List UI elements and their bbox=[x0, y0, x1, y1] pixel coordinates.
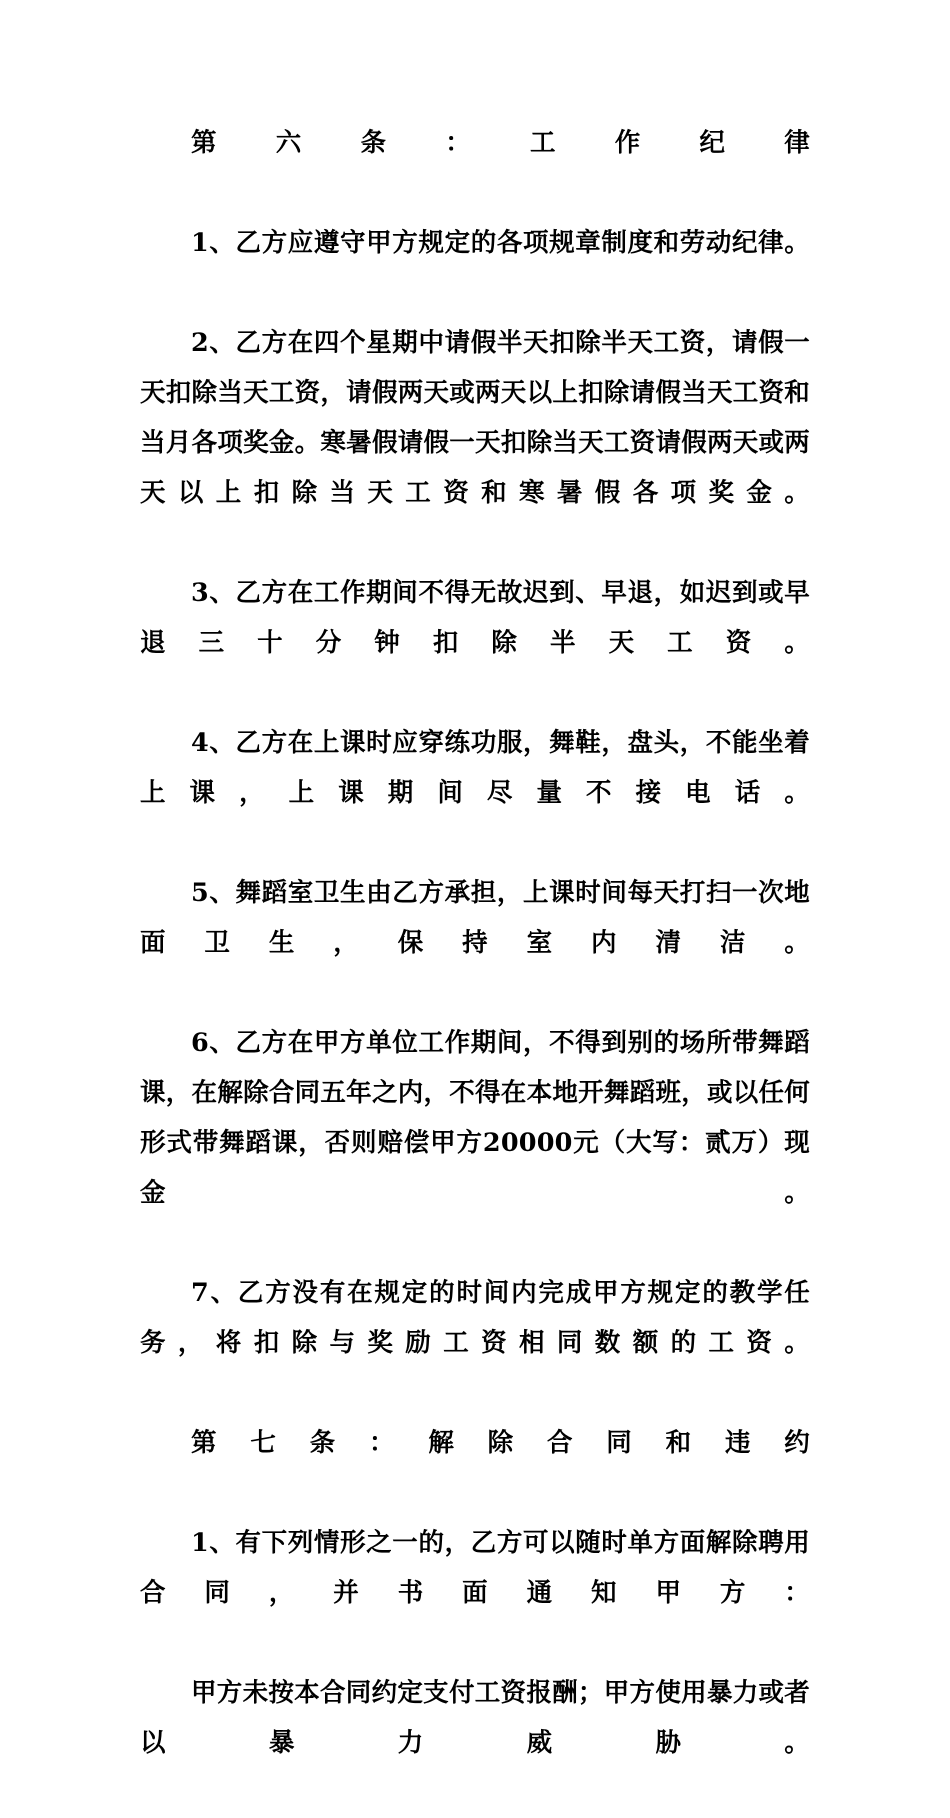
clause-item: 4、乙方在上课时应穿练功服，舞鞋，盘头，不能坐着上课，上课期间尽量不接电话。 bbox=[140, 728, 810, 808]
section-heading-article-six: 第六条：工作纪律 bbox=[191, 128, 810, 158]
clause-item: 1、有下列情形之一的，乙方可以随时单方面解除聘用合同，并书面通知甲方： bbox=[140, 1528, 810, 1608]
clause-item: 3、乙方在工作期间不得无故迟到、早退，如迟到或早退三十分钟扣除半天工资。 bbox=[140, 578, 810, 658]
section-heading-article-seven: 第七条：解除合同和违约 bbox=[191, 1428, 810, 1458]
clause-item: 7、乙方没有在规定的时间内完成甲方规定的教学任务，将扣除与奖励工资相同数额的工资。 bbox=[140, 1278, 810, 1358]
clause-item: 1、乙方应遵守甲方规定的各项规章制度和劳动纪律。 bbox=[191, 228, 810, 258]
clause-item: 5、舞蹈室卫生由乙方承担，上课时间每天打扫一次地面卫生，保持室内清洁。 bbox=[140, 878, 810, 958]
clause-item: 2、乙方在四个星期中请假半天扣除半天工资，请假一天扣除当天工资，请假两天或两天以上扣除请假当天工资和当月各项奖金。寒暑假请假一天扣除当天工资请假两天或两天以上扣除当天工资和寒暑假各项奖金。 bbox=[140, 328, 810, 508]
clause-item: 甲方未按本合同约定支付工资报酬；甲方使用暴力或者以暴力威胁。 bbox=[140, 1678, 810, 1758]
document-body bbox=[140, 118, 810, 1818]
clause-item: 6、乙方在甲方单位工作期间，不得到别的场所带舞蹈课，在解除合同五年之内，不得在本地开舞蹈班，或以任何形式带舞蹈课，否则赔偿甲方20000元（大写：贰万）现金。 bbox=[140, 1028, 810, 1208]
